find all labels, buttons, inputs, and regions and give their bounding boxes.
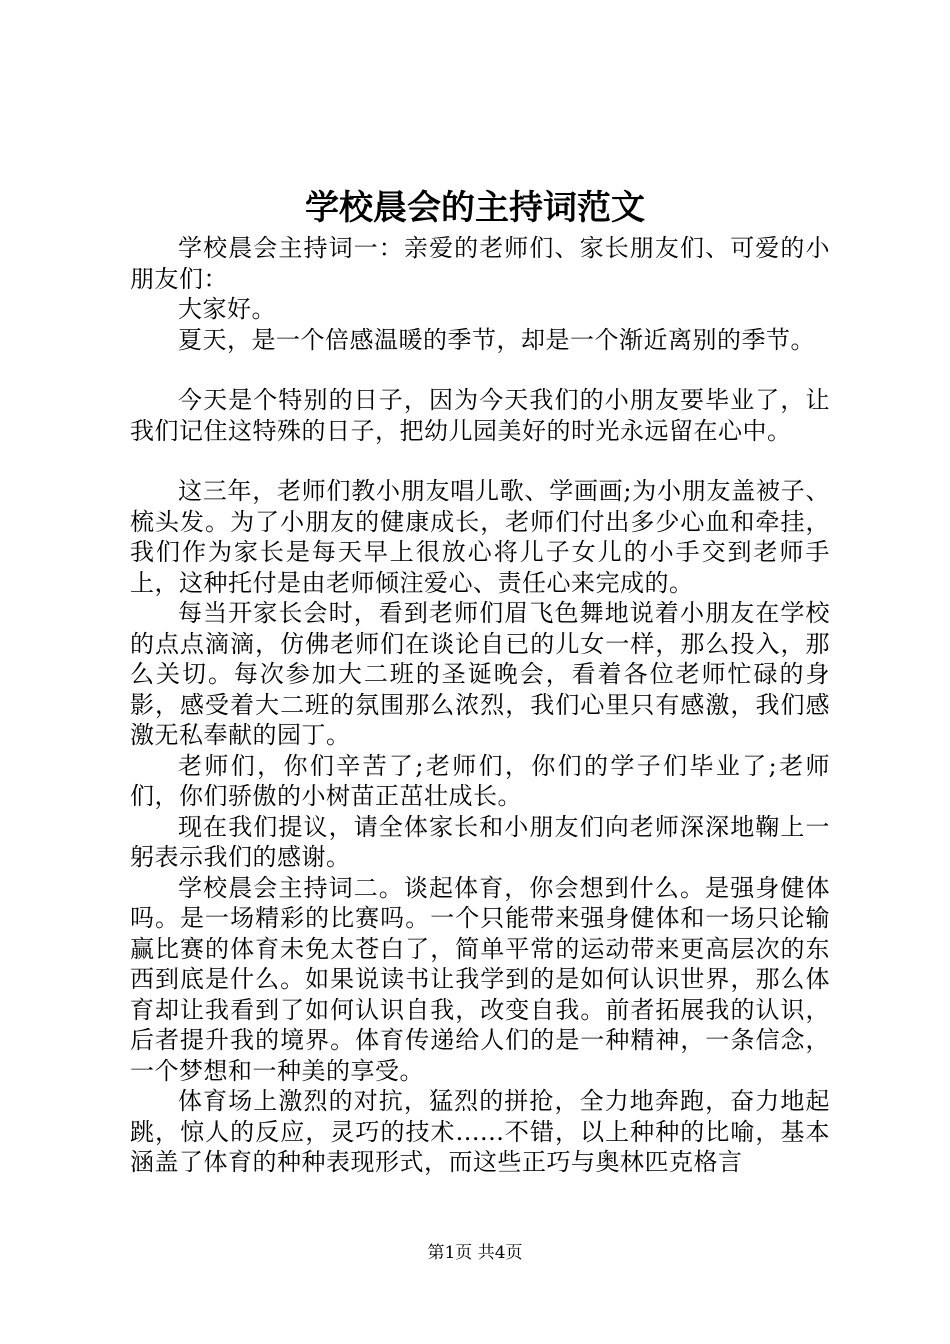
paragraph: 老师们，你们辛苦了;老师们，你们的学子们毕业了;老师们，你们骄傲的小树苗正茁壮成长。 (130, 751, 830, 810)
paragraph: 今天是个特别的日子，因为今天我们的小朋友要毕业了，让我们记住这特殊的日子，把幼儿园美好的时光永远留在心中。 (130, 386, 830, 445)
page-footer: 第1页 共4页 (427, 1243, 523, 1263)
paragraph: 学校晨会主持词二。谈起体育，你会想到什么。是强身健体吗。是一场精彩的比赛吗。一个只能带来强身健体和一场只论输赢比赛的体育未免太苍白了，简单平常的运动带来更高层次的东西到底是什么。如果说读书让我学到的是如何认识世界，那么体育却让我看到了如何认识自我，改变自我。前者拓展我的认识，后者提升我的境界。体育传递给人们的是一种精神，一条信念，一个梦想和一种美的享受。 (130, 873, 830, 1085)
paragraph: 现在我们提议，请全体家长和小朋友们向老师深深地鞠上一躬表示我们的感谢。 (130, 812, 830, 871)
document-title: 学校晨会的主持词范文 (305, 188, 645, 228)
paragraph: 这三年，老师们教小朋友唱儿歌、学画画;为小朋友盖被子、梳头发。为了小朋友的健康成长，老师们付出多少心血和牵挂，我们作为家长是每天早上很放心将儿子女儿的小手交到老师手上，这种托付是由老师倾注爱心、责任心来完成的。 (130, 477, 830, 597)
paragraph: 每当开家长会时，看到老师们眉飞色舞地说着小朋友在学校的点点滴滴，仿佛老师们在谈论自已的儿女一样，那么投入，那么关切。每次参加大二班的圣诞晚会，看着各位老师忙碌的身影，感受着大二班的氛围那么浓烈，我们心里只有感激，我们感激无私奉献的园丁。 (130, 599, 830, 749)
paragraph: 夏天，是一个倍感温暖的季节，却是一个渐近离别的季节。 (178, 325, 815, 354)
document-body (130, 233, 830, 1178)
paragraph: 体育场上激烈的对抗，猛烈的拼抢，全力地奔跑，奋力地起跳，惊人的反应，灵巧的技术......不错，以上种种的比喻，基本涵盖了体育的种种表现形式，而这些正巧与奥林匹克格言 (130, 1087, 830, 1176)
paragraph: 大家好。 (178, 295, 276, 323)
paragraph: 学校晨会主持词一：亲爱的老师们、家长朋友们、可爱的小朋友们： (130, 234, 830, 293)
